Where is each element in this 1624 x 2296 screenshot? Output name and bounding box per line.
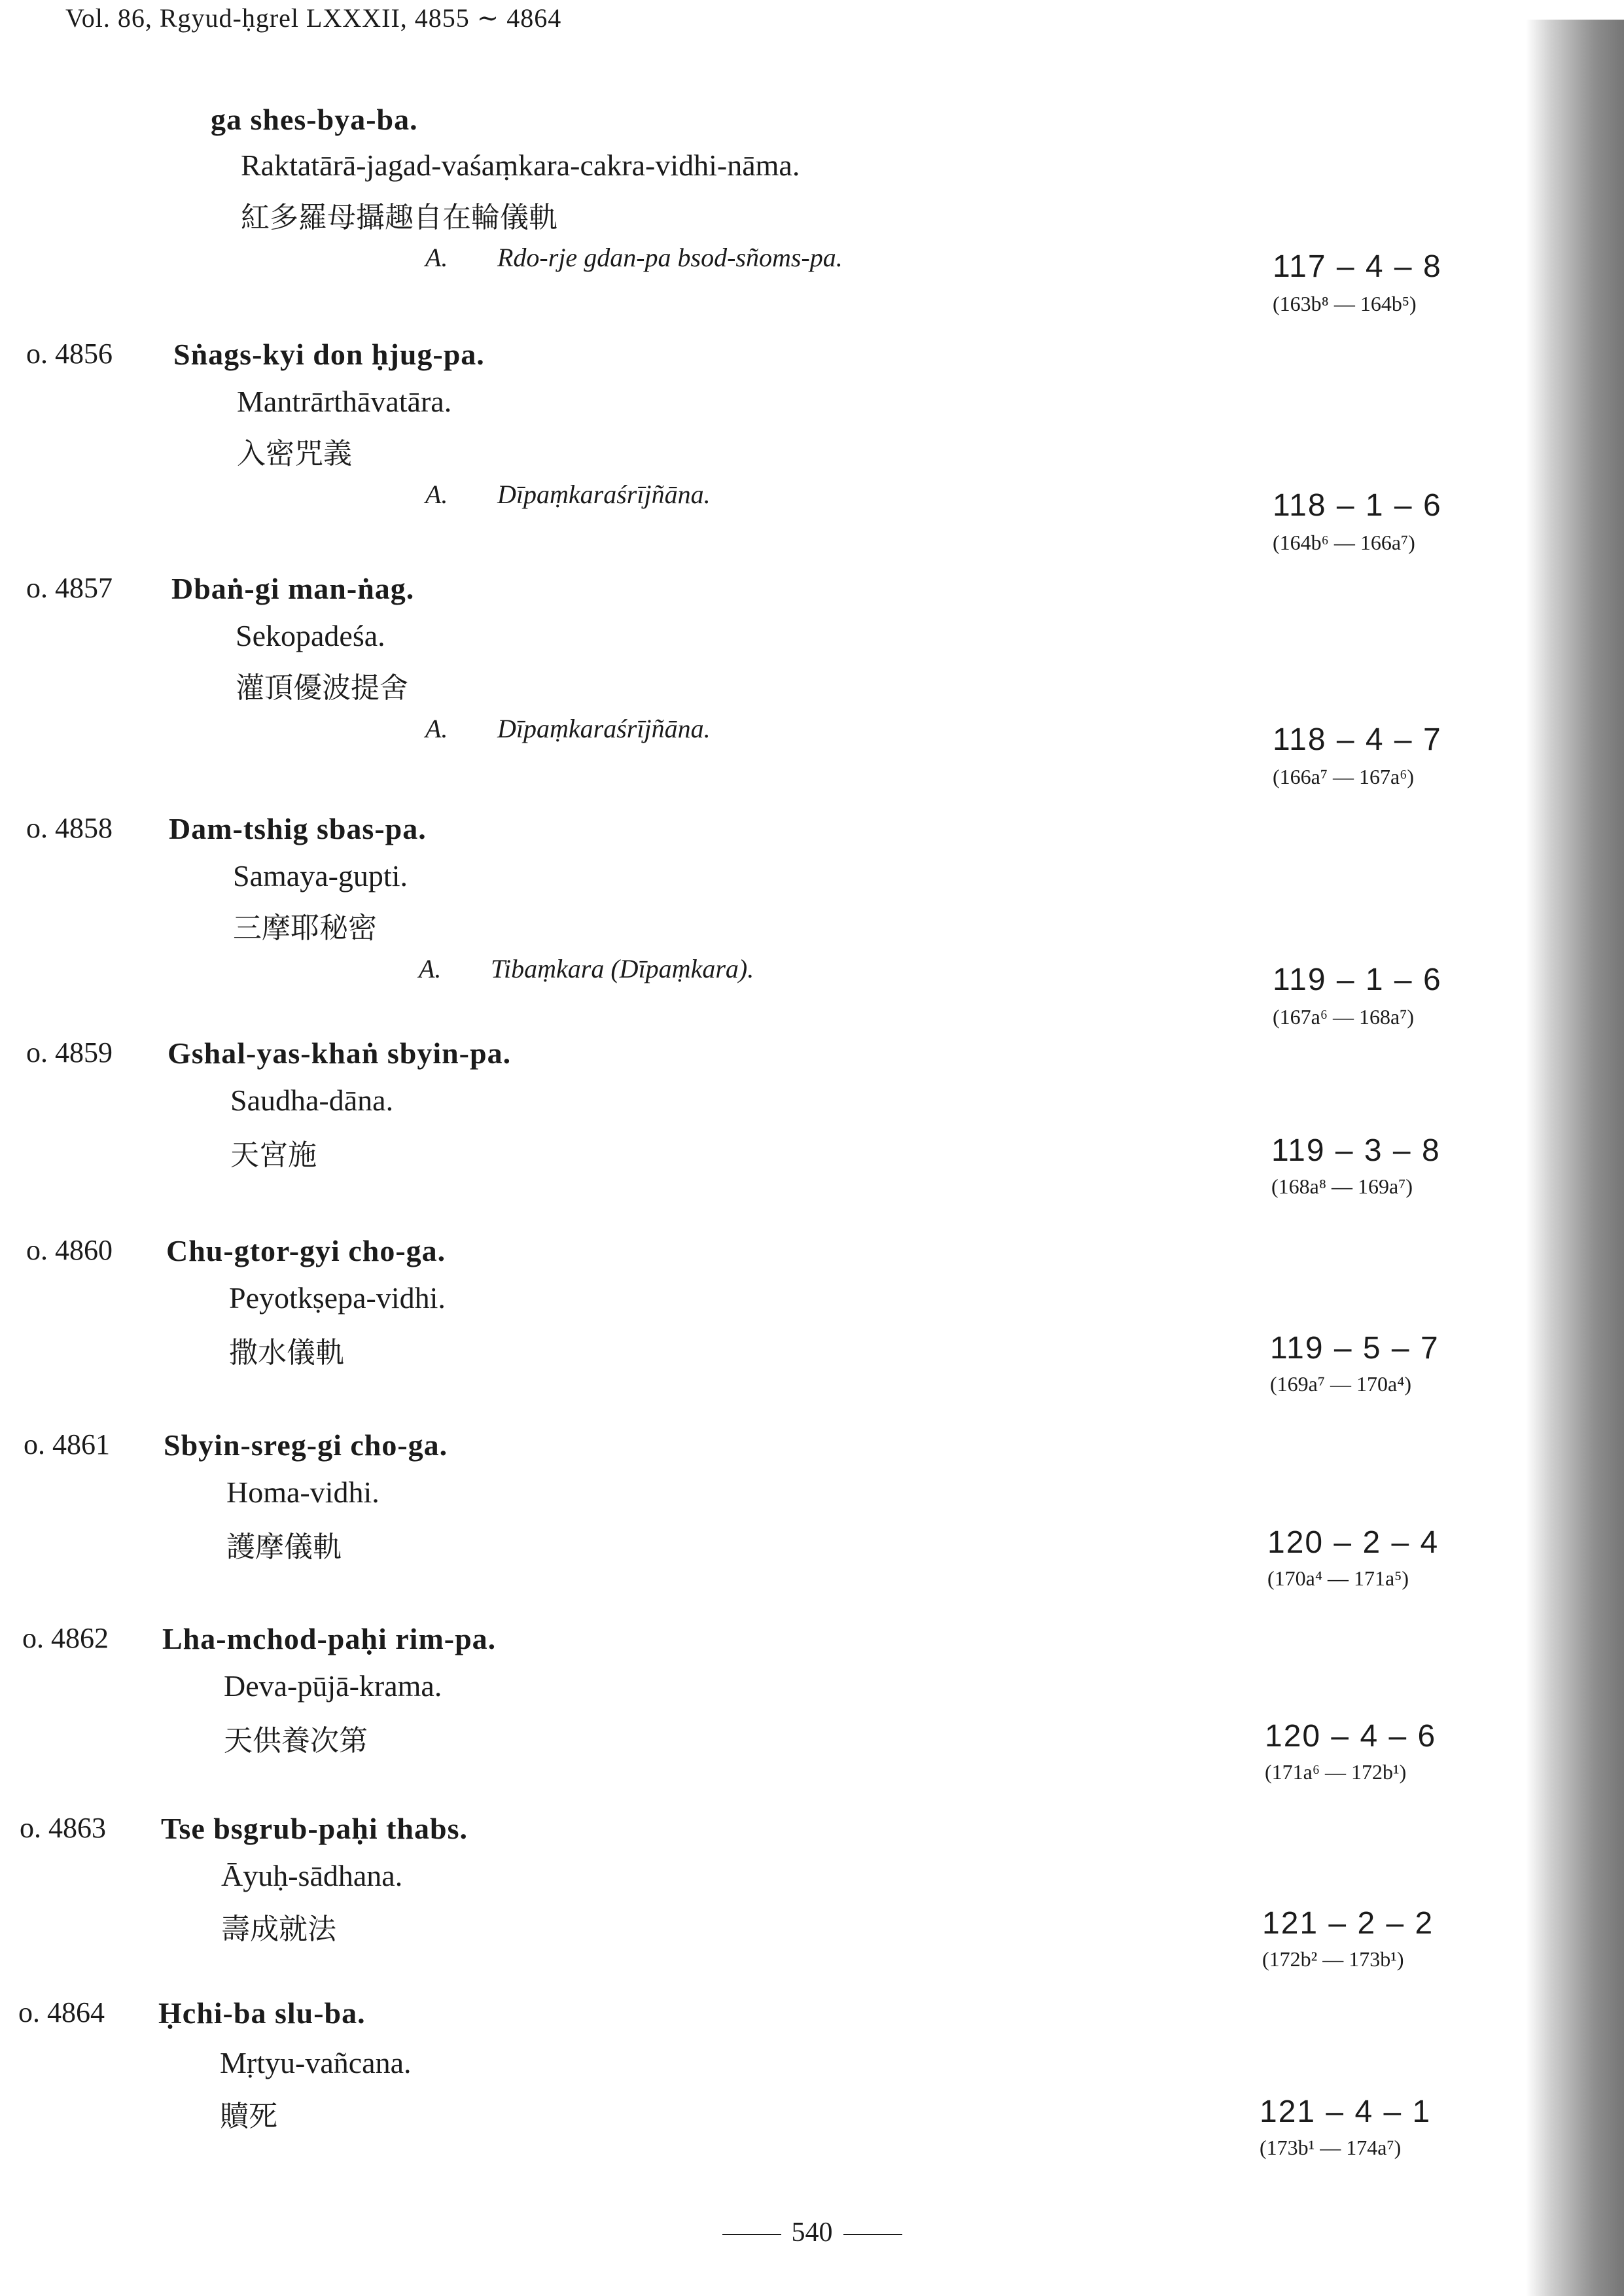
entry-number: o. 4862 bbox=[22, 1622, 109, 1654]
chinese-title: 灌頂優波提舍 bbox=[236, 671, 408, 705]
author-name: Dīpaṃkaraśrījñāna. bbox=[497, 480, 711, 509]
folio-range: (172b² — 173b¹) bbox=[1262, 1947, 1404, 1971]
scan-edge-shadow bbox=[1526, 20, 1624, 2296]
entry-title: Lha-mchod-paḥi rim-pa. bbox=[162, 1622, 497, 1655]
reference-number: 118 – 4 – 7 bbox=[1273, 722, 1442, 757]
entry-number: o. 4857 bbox=[26, 572, 113, 604]
running-header: Vol. 86, Rgyud-ḥgrel LXXXII, 4855 ∼ 4864 bbox=[65, 3, 562, 33]
chinese-title: 壽成就法 bbox=[221, 1913, 336, 1946]
author-line bbox=[425, 713, 711, 744]
entry-title: ga shes-bya-ba. bbox=[211, 103, 418, 136]
footer-rule-left bbox=[722, 2234, 781, 2235]
footer-rule-right bbox=[843, 2234, 902, 2235]
folio-range: (168a⁸ — 169a⁷) bbox=[1271, 1174, 1413, 1198]
reference-number: 120 – 4 – 6 bbox=[1265, 1719, 1437, 1754]
author-line bbox=[425, 479, 711, 510]
folio-range: (167a⁶ — 168a⁷) bbox=[1273, 1005, 1415, 1029]
entry-title: Gshal-yas-khaṅ sbyin-pa. bbox=[168, 1036, 512, 1070]
reference-number: 121 – 4 – 1 bbox=[1260, 2094, 1432, 2129]
folio-range: (170a⁴ — 171a⁵) bbox=[1267, 1566, 1409, 1590]
sanskrit-title: Mantrārthāvatāra. bbox=[237, 385, 452, 418]
author-prefix: A. bbox=[425, 714, 448, 743]
sanskrit-title: Peyotkṣepa-vidhi. bbox=[229, 1281, 446, 1315]
entry-title: Dbaṅ-gi man-ṅag. bbox=[171, 572, 415, 605]
sanskrit-title: Raktatārā-jagad-vaśaṃkara-cakra-vidhi-nāma. bbox=[241, 149, 800, 182]
entry-number: o. 4858 bbox=[26, 812, 113, 844]
chinese-title: 紅多羅母攝趣自在輪儀軌 bbox=[241, 201, 557, 234]
reference-number: 117 – 4 – 8 bbox=[1273, 249, 1442, 284]
chinese-title: 天宮施 bbox=[230, 1139, 317, 1172]
folio-range: (164b⁶ — 166a⁷) bbox=[1273, 531, 1415, 554]
sanskrit-title: Homa-vidhi. bbox=[226, 1475, 380, 1509]
sanskrit-title: Sekopadeśa. bbox=[236, 619, 385, 652]
sanskrit-title: Āyuḥ-sādhana. bbox=[221, 1859, 403, 1892]
reference-number: 118 – 1 – 6 bbox=[1273, 488, 1442, 523]
folio-range: (171a⁶ — 172b¹) bbox=[1265, 1760, 1407, 1784]
page-footer bbox=[0, 2217, 1624, 2248]
chinese-title: 天供養次第 bbox=[224, 1724, 368, 1757]
author-name: Tibaṃkara (Dīpaṃkara). bbox=[491, 954, 754, 983]
entry-title: Sbyin-sreg-gi cho-ga. bbox=[164, 1428, 448, 1462]
reference-number: 121 – 2 – 2 bbox=[1262, 1906, 1434, 1941]
chinese-title: 護摩儀軌 bbox=[226, 1530, 342, 1564]
chinese-title: 撒水儀軌 bbox=[229, 1336, 344, 1369]
entry-title: Sṅags-kyi don ḥjug-pa. bbox=[173, 338, 485, 371]
author-name: Rdo-rje gdan-pa bsod-sñoms-pa. bbox=[497, 243, 843, 272]
sanskrit-title: Deva-pūjā-krama. bbox=[224, 1669, 442, 1703]
sanskrit-title: Saudha-dāna. bbox=[230, 1084, 394, 1117]
page-number: 540 bbox=[791, 2217, 833, 2248]
author-name: Dīpaṃkaraśrījñāna. bbox=[497, 714, 711, 743]
author-prefix: A. bbox=[425, 480, 448, 509]
chinese-title: 入密咒義 bbox=[237, 437, 352, 470]
sanskrit-title: Mṛtyu-vañcana. bbox=[220, 2046, 412, 2079]
sanskrit-title: Samaya-gupti. bbox=[233, 859, 408, 892]
folio-range: (166a⁷ — 167a⁶) bbox=[1273, 765, 1415, 788]
entry-title: Ḥchi-ba slu-ba. bbox=[158, 1996, 366, 2030]
author-line bbox=[419, 953, 754, 984]
author-prefix: A. bbox=[425, 243, 448, 272]
entry-number: o. 4863 bbox=[20, 1812, 106, 1844]
entry-title: Dam-tshig sbas-pa. bbox=[169, 812, 427, 845]
entry-number: o. 4864 bbox=[18, 1996, 105, 2028]
entry-number: o. 4860 bbox=[26, 1234, 113, 1266]
entry-title: Chu-gtor-gyi cho-ga. bbox=[166, 1234, 446, 1267]
chinese-title: 三摩耶秘密 bbox=[233, 911, 377, 945]
author-prefix: A. bbox=[419, 954, 442, 983]
entry-number: o. 4861 bbox=[24, 1428, 110, 1460]
reference-number: 119 – 5 – 7 bbox=[1270, 1331, 1439, 1366]
reference-number: 120 – 2 – 4 bbox=[1267, 1525, 1439, 1560]
author-line bbox=[425, 242, 843, 273]
folio-range: (169a⁷ — 170a⁴) bbox=[1270, 1372, 1412, 1396]
chinese-title: 贖死 bbox=[220, 2100, 277, 2133]
entry-title: Tse bsgrub-paḥi thabs. bbox=[161, 1812, 468, 1845]
entry-number: o. 4856 bbox=[26, 338, 113, 370]
reference-number: 119 – 3 – 8 bbox=[1271, 1133, 1441, 1168]
reference-number: 119 – 1 – 6 bbox=[1273, 963, 1442, 997]
folio-range: (163b⁸ — 164b⁵) bbox=[1273, 292, 1417, 315]
entry-number: o. 4859 bbox=[26, 1036, 113, 1069]
folio-range: (173b¹ — 174a⁷) bbox=[1260, 2136, 1402, 2159]
